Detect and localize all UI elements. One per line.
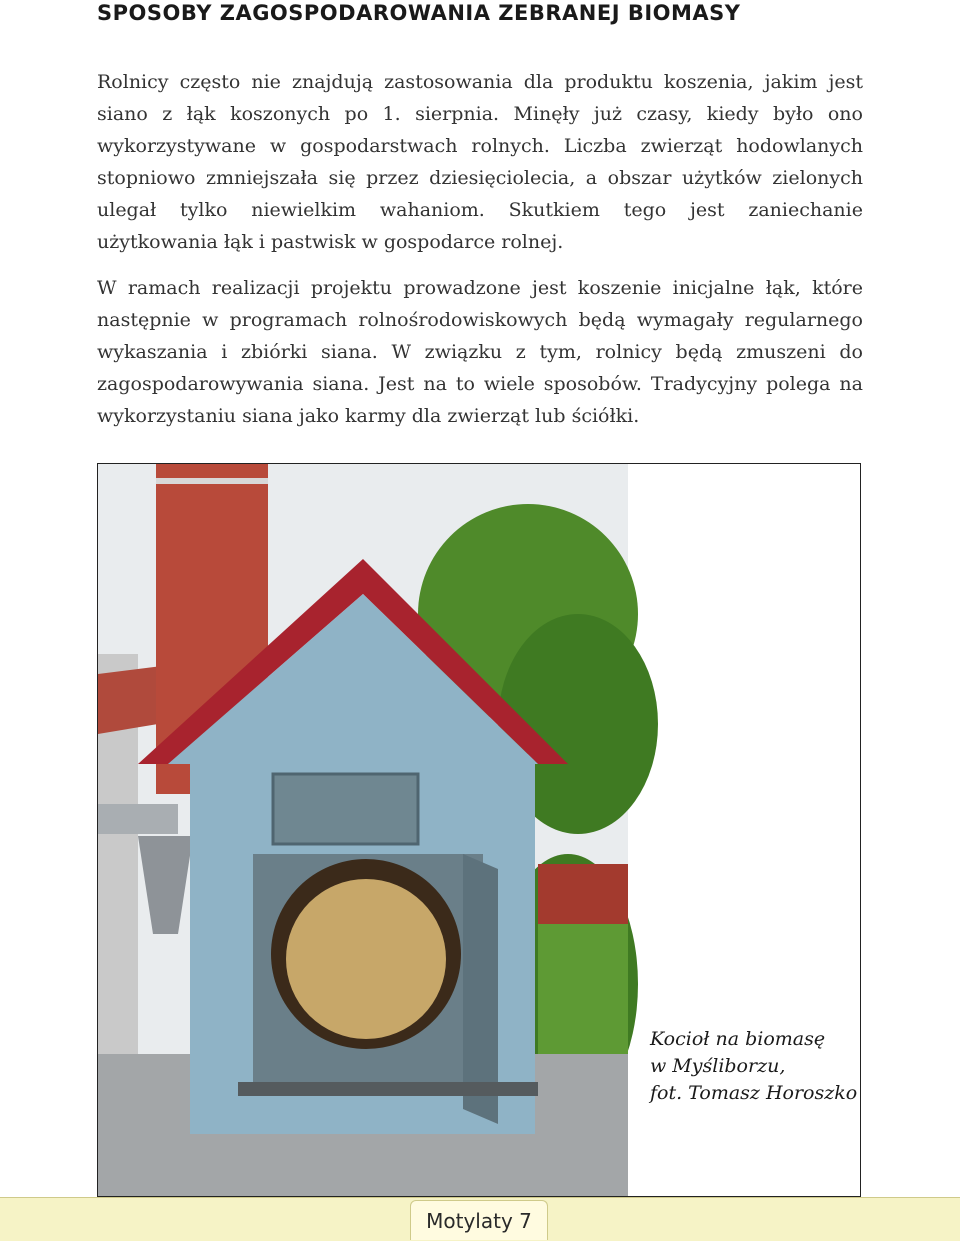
paving-right — [628, 1094, 861, 1197]
upper-hatch — [273, 774, 418, 844]
photo-caption — [650, 1026, 860, 1107]
cyclone-pipe — [98, 804, 178, 834]
paragraph-project: W ramach realizacji projektu prowadzone jest koszenie inicjalne łąk, które następnie w programach rolnośrodowiskowych będą wymagały regularnego wykaszania i zbiórki siana. W związku z tym, rolnicy będą zmuszeni do zagospodarowywania siana. Jest na to wiele sposobów. Tradycyjny polega na wykorzystaniu siana jako karmy dla zwierząt lub ściółki. — [97, 277, 863, 427]
brick-fence — [538, 864, 628, 934]
base-shadow — [238, 1082, 538, 1096]
page-footer-label: Motylaty 7 — [410, 1200, 548, 1240]
section-heading: SPOSOBY ZAGOSPODAROWANIA ZEBRANEJ BIOMASY — [97, 1, 741, 25]
caption-line-3: fot. Tomasz Horoszko — [650, 1082, 858, 1104]
hay-bale — [286, 879, 446, 1039]
chimney-band — [156, 478, 268, 484]
caption-line-2: w Myśliborzu, — [650, 1055, 786, 1077]
caption-line-1: Kocioł na biomasę — [650, 1028, 826, 1050]
paragraph-intro: Rolnicy często nie znajdują zastosowania dla produktu koszenia, jakim jest siano z łąk koszonych po 1. sierpnia. Minęły już czasy, kiedy było ono wykorzystywane w gospodarstwach rolnych. Liczba zwierząt hodowlanych stopniowo zmniejszała się przez dziesięciolecia, a obszar użytków zielonych ulegał tylko niewielkim wahaniom. Skutkiem tego jest zaniechanie użytkowania łąk i pastwisk w gospodarce rolnej. — [97, 71, 863, 253]
